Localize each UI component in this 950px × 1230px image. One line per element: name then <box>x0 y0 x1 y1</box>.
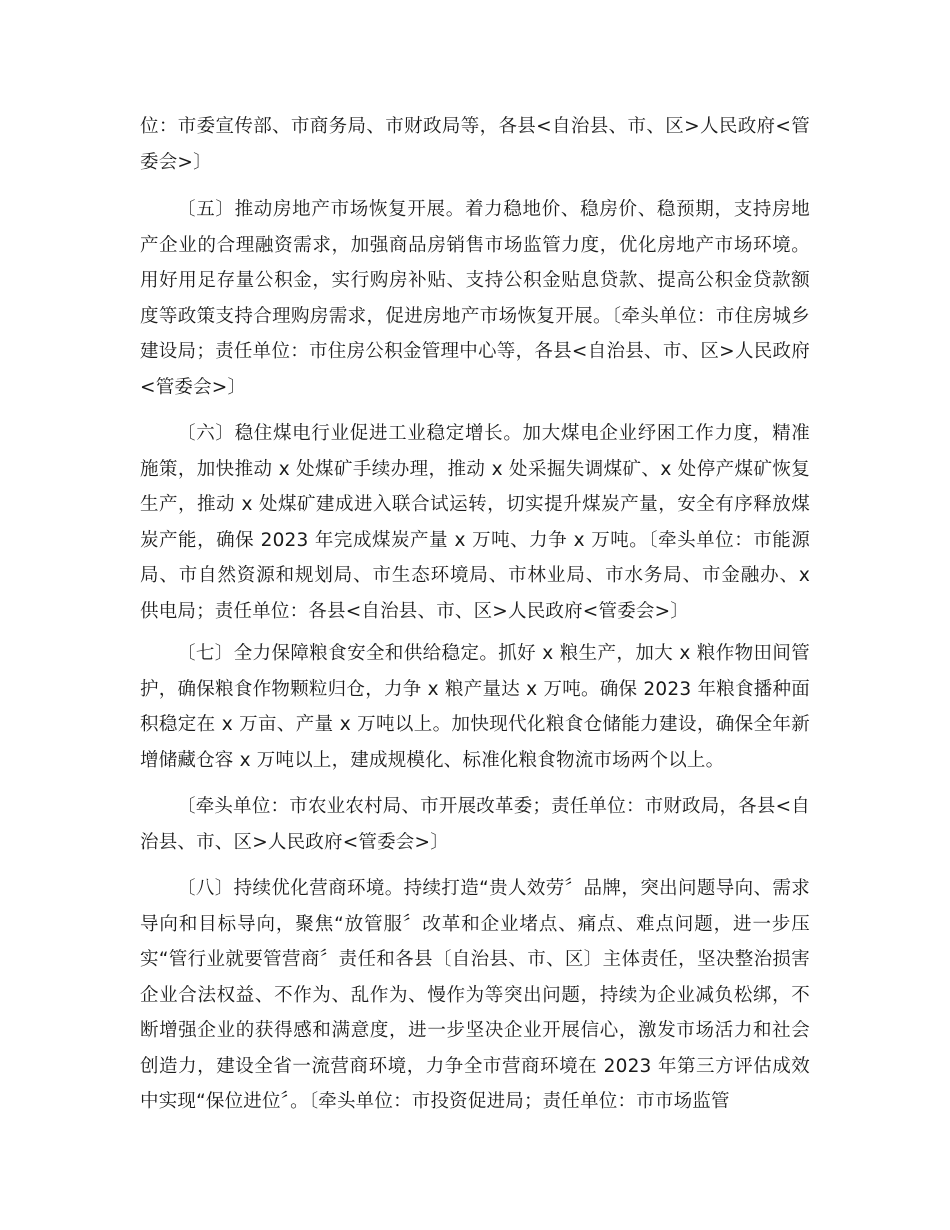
paragraph-6-coal-power: 〔六〕稳住煤电行业促进工业稳定增长。加大煤电企业纾困工作力度，精准施策，加快推动 x 处煤矿手续办理，推动 x 处采掘失调煤矿、x 处停产煤矿恢复生产，推动 x 处煤矿建成进入联合试运转，切实提升煤炭产量，安全有序释放煤炭产能，确保 2023 年完成煤炭产量 x 万吨、力争 x 万吨。〔牵头单位：市能源局、市自然资源和规划局、市生态环境局、市林业局、市水务局、市金融办、x 供电局；责任单位：各县<自治县、市、区>人民政府<管委会>〕 <box>140 423 810 622</box>
paragraph-8-business-environment: 〔八〕持续优化营商环境。持续打造“贵人效劳〞品牌，突出问题导向、需求导向和目标导向，聚焦“放管服〞改革和企业堵点、痛点、难点问题，进一步压实“管行业就要管营商〞责任和各县〔自治县、市、区〕主体责任，坚决整治损害企业合法权益、不作为、乱作为、慢作为等突出问题，持续为企业减负松绑，不断增强企业的获得感和满意度，进一步坚决企业开展信心，激发市场活力和社会创造力，建设全省一流营商环境，力争全市营商环境在 2023 年第三方评估成效中实现“保位进位〞。〔牵头单位：市投资促进局；责任单位：市市场监管 <box>140 878 810 1112</box>
paragraph-7-responsibility: 〔牵头单位：市农业农村局、市开展改革委；责任单位：市财政局，各县<自治县、市、区>人民政府<管委会>〕 <box>140 796 810 853</box>
paragraph-7-food-security: 〔七〕全力保障粮食安全和供给稳定。抓好 x 粮生产，加大 x 粮作物田间管护，确保粮食作物颗粒归仓，力争 x 粮产量达 x 万吨。确保 2023 年粮食播种面积稳定在 x 万亩、产量 x 万吨以上。加快现代化粮食仓储能力建设，确保全年新增储藏仓容 x 万吨以上，建成规模化、标准化粮食物流市场两个以上。 <box>140 643 810 771</box>
paragraph-continued-responsibility: 位：市委宣传部、市商务局、市财政局等，各县<自治县、市、区>人民政府<管委会>〕 <box>140 116 810 173</box>
paragraph-5-real-estate: 〔五〕推动房地产市场恢复开展。着力稳地价、稳房价、稳预期，支持房地产企业的合理融资需求，加强商品房销售市场监管力度，优化房地产市场环境。用好用足存量公积金，实行购房补贴、支持公积金贴息贷款、提高公积金贷款额度等政策支持合理购房需求，促进房地产市场恢复开展。〔牵头单位：市住房城乡建设局；责任单位：市住房公积金管理中心等，各县<自治县、市、区>人民政府<管委会>〕 <box>140 199 810 398</box>
